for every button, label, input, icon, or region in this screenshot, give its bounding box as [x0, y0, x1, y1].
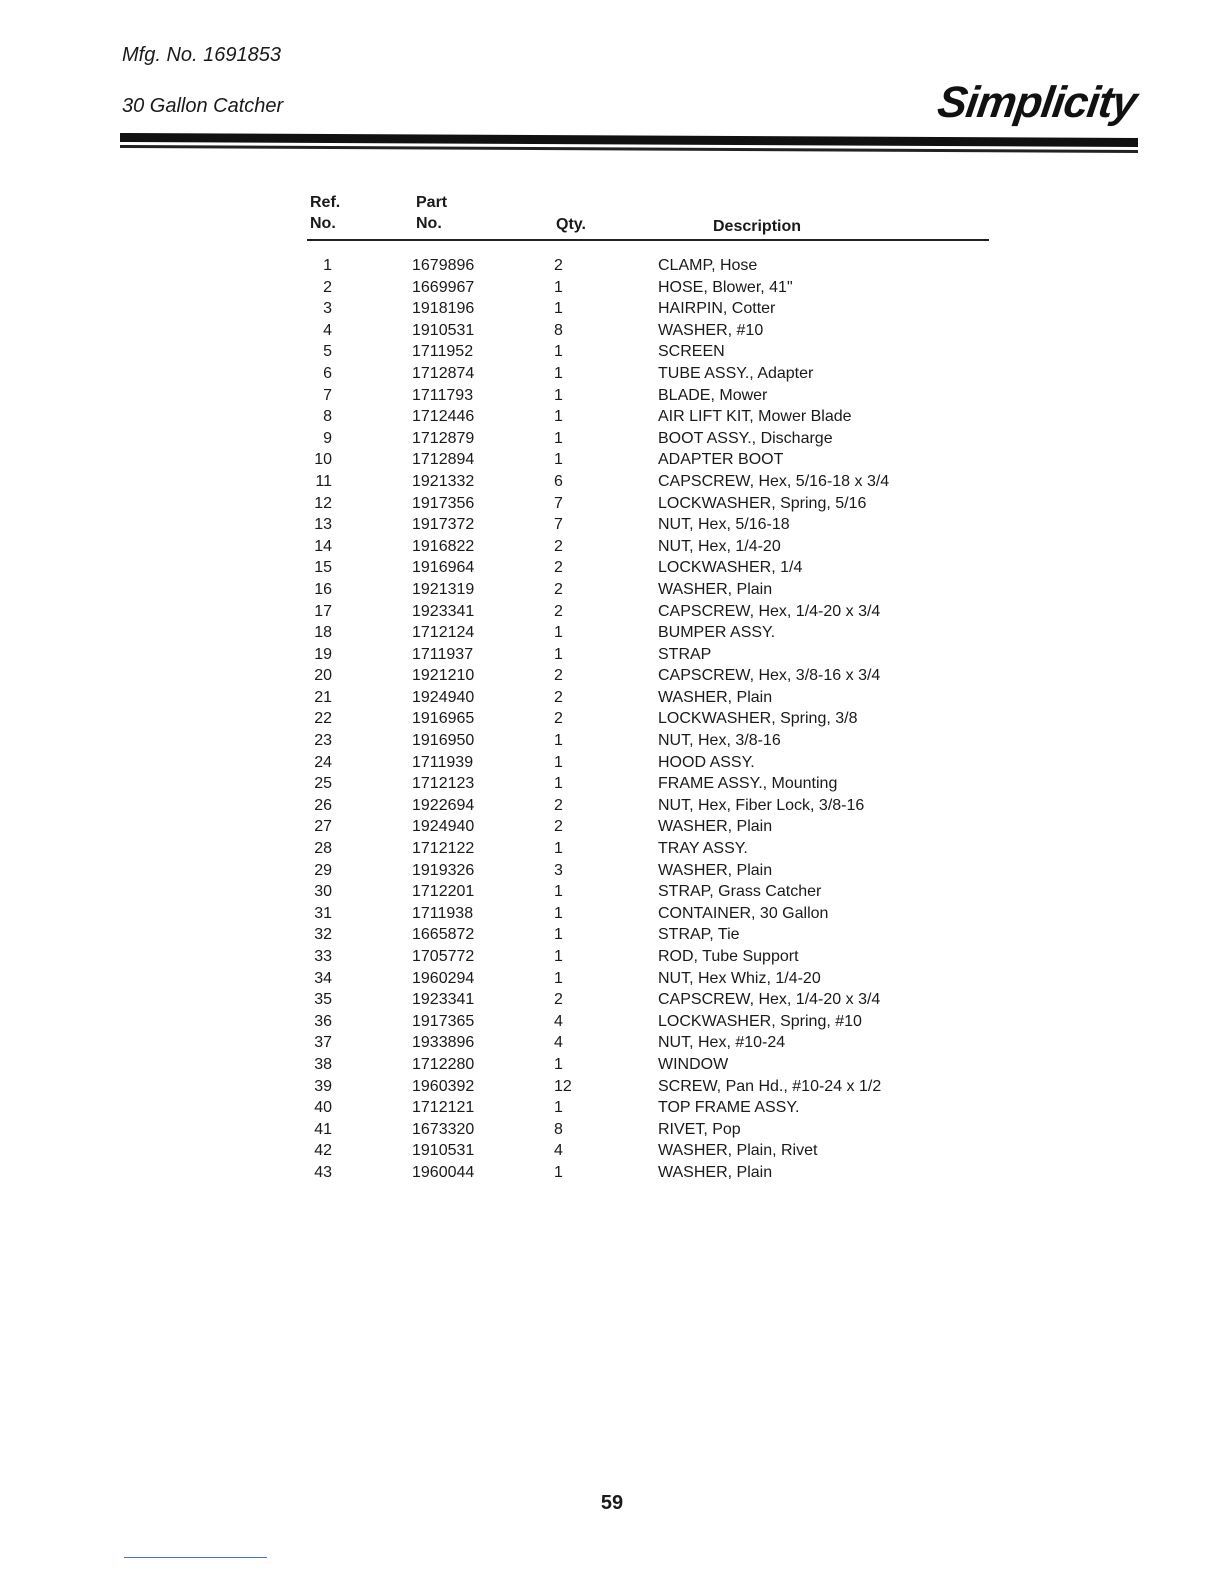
description-cell: WASHER, Plain, Rivet — [658, 1142, 818, 1160]
ref-cell: 19 — [314, 645, 332, 663]
qty-cell: 1 — [554, 732, 563, 750]
table-row — [0, 946, 1224, 968]
table-row — [0, 1054, 1224, 1076]
ref-cell: 29 — [314, 861, 332, 879]
description-cell: CONTAINER, 30 Gallon — [658, 904, 829, 922]
part-number-cell: 1910531 — [412, 1142, 475, 1160]
table-row — [0, 1119, 1224, 1141]
qty-cell: 8 — [554, 1120, 563, 1138]
part-number-cell: 1711952 — [412, 343, 474, 361]
ref-cell: 43 — [314, 1163, 332, 1181]
description-cell: ADAPTER BOOT — [658, 451, 784, 469]
ref-cell: 7 — [323, 386, 332, 404]
description-cell: HOSE, Blower, 41" — [658, 278, 793, 296]
qty-cell: 2 — [554, 537, 563, 555]
qty-cell: 2 — [554, 559, 563, 577]
qty-cell: 2 — [554, 796, 563, 814]
table-row — [0, 752, 1224, 774]
part-number-cell: 1960044 — [412, 1163, 475, 1181]
part-number-cell: 1922694 — [412, 796, 475, 814]
table-row — [0, 363, 1224, 385]
table-row — [0, 1162, 1224, 1184]
description-cell: LOCKWASHER, 1/4 — [658, 559, 803, 577]
ref-cell: 17 — [314, 602, 332, 620]
qty-cell: 6 — [554, 472, 563, 490]
footer-link-underline — [124, 1557, 267, 1558]
qty-cell: 1 — [554, 1055, 563, 1073]
qty-cell: 1 — [554, 753, 563, 771]
qty-cell: 1 — [554, 645, 563, 663]
ref-cell: 32 — [314, 926, 332, 944]
ref-cell: 3 — [323, 300, 332, 318]
part-number-cell: 1712122 — [412, 840, 475, 858]
description-cell: WASHER, Plain — [658, 688, 773, 706]
description-cell: WASHER, Plain — [658, 861, 773, 879]
qty-cell: 1 — [554, 386, 563, 404]
part-number-cell: 1665872 — [412, 926, 475, 944]
qty-cell: 2 — [554, 667, 563, 685]
column-header-part — [416, 192, 447, 234]
table-row — [0, 730, 1224, 752]
ref-cell: 34 — [314, 969, 332, 987]
description-cell: STRAP, Tie — [658, 926, 740, 944]
qty-cell: 7 — [554, 516, 563, 534]
ref-cell: 18 — [314, 624, 332, 642]
table-header-rule — [307, 239, 989, 241]
ref-cell: 26 — [314, 796, 332, 814]
ref-cell: 38 — [314, 1055, 332, 1073]
table-row — [0, 968, 1224, 990]
part-number-cell: 1910531 — [412, 321, 475, 339]
ref-cell: 10 — [314, 451, 332, 469]
description-cell: LOCKWASHER, Spring, 3/8 — [658, 710, 858, 728]
description-cell: LOCKWASHER, Spring, 5/16 — [658, 494, 867, 512]
column-header-description: Description — [713, 218, 802, 235]
part-number-cell: 1711939 — [412, 753, 474, 771]
qty-cell: 1 — [554, 300, 563, 318]
part-number-cell: 1917365 — [412, 1012, 475, 1030]
description-cell: CLAMP, Hose — [658, 257, 758, 274]
part-number-cell: 1705772 — [412, 948, 475, 965]
qty-cell: 4 — [554, 1142, 563, 1160]
description-cell: FRAME ASSY., Mounting — [658, 775, 838, 793]
part-number-cell: 1917356 — [412, 494, 475, 512]
qty-cell: 1 — [554, 840, 563, 858]
ref-cell: 39 — [314, 1077, 332, 1095]
part-number-cell: 1673320 — [412, 1120, 475, 1138]
ref-cell: 14 — [314, 537, 332, 555]
description-cell: CAPSCREW, Hex, 1/4-20 x 3/4 — [658, 602, 881, 620]
ref-cell: 23 — [314, 732, 332, 750]
table-row — [0, 795, 1224, 817]
qty-cell: 7 — [554, 494, 563, 512]
part-number-cell: 1960294 — [412, 969, 475, 987]
ref-cell: 8 — [323, 408, 332, 426]
ref-cell: 12 — [314, 494, 332, 512]
description-cell: NUT, Hex, #10-24 — [658, 1034, 786, 1052]
qty-cell: 1 — [554, 429, 563, 447]
qty-cell: 1 — [554, 1099, 563, 1117]
qty-cell: 2 — [554, 991, 563, 1009]
description-cell: TRAY ASSY. — [658, 840, 748, 858]
ref-cell: 5 — [323, 343, 332, 361]
description-cell: WINDOW — [658, 1055, 729, 1073]
part-number-cell: 1924940 — [412, 688, 475, 706]
table-row — [0, 838, 1224, 860]
ref-cell: 42 — [314, 1142, 332, 1160]
part-number-cell: 1712201 — [412, 883, 475, 901]
table-row — [0, 493, 1224, 515]
table-row — [0, 708, 1224, 730]
ref-cell: 40 — [314, 1099, 332, 1117]
qty-cell: 1 — [554, 904, 563, 922]
description-cell: WASHER, Plain — [658, 580, 773, 598]
table-row — [0, 557, 1224, 579]
description-cell: WASHER, Plain — [658, 818, 773, 836]
part-number-cell: 1918196 — [412, 300, 475, 318]
table-row — [0, 385, 1224, 407]
qty-cell: 1 — [554, 364, 563, 382]
ref-cell: 35 — [314, 991, 332, 1009]
table-row — [0, 1076, 1224, 1098]
ref-cell: 24 — [314, 753, 332, 771]
qty-cell: 2 — [554, 710, 563, 728]
qty-cell: 1 — [554, 948, 563, 965]
ref-cell: 1 — [323, 257, 332, 274]
description-cell: WASHER, #10 — [658, 321, 764, 339]
table-row — [0, 601, 1224, 623]
description-cell: LOCKWASHER, Spring, #10 — [658, 1012, 862, 1030]
part-number-cell: 1919326 — [412, 861, 475, 879]
part-number-cell: 1923341 — [412, 991, 475, 1009]
ref-cell: 9 — [323, 429, 332, 447]
part-number-cell: 1921332 — [412, 472, 475, 490]
ref-cell: 25 — [314, 775, 332, 793]
description-cell: NUT, Hex, Fiber Lock, 3/8-16 — [658, 796, 865, 814]
table-row — [0, 579, 1224, 601]
table-row — [0, 298, 1224, 320]
qty-cell: 2 — [554, 602, 563, 620]
qty-cell: 1 — [554, 408, 563, 426]
qty-cell: 1 — [554, 1163, 563, 1181]
part-number-cell: 1916964 — [412, 559, 475, 577]
table-row — [0, 514, 1224, 536]
ref-cell: 37 — [314, 1034, 332, 1052]
table-row — [0, 277, 1224, 299]
part-number-cell: 1916950 — [412, 732, 475, 750]
part-number-cell: 1916965 — [412, 710, 475, 728]
description-cell: TOP FRAME ASSY. — [658, 1099, 800, 1117]
ref-cell: 11 — [315, 472, 332, 490]
table-row — [0, 449, 1224, 471]
table-row — [0, 1140, 1224, 1162]
qty-cell: 1 — [554, 883, 563, 901]
part-number-cell: 1923341 — [412, 602, 475, 620]
column-header-part-line2: No. — [416, 215, 442, 232]
description-cell: WASHER, Plain — [658, 1163, 773, 1181]
column-header-part-line1: Part — [416, 194, 448, 211]
table-row — [0, 536, 1224, 558]
part-number-cell: 1711937 — [412, 645, 474, 663]
description-cell: NUT, Hex, 3/8-16 — [658, 732, 781, 750]
ref-cell: 27 — [314, 818, 332, 836]
table-row — [0, 924, 1224, 946]
table-row — [0, 1097, 1224, 1119]
ref-cell: 21 — [314, 688, 332, 706]
qty-cell: 4 — [554, 1034, 563, 1052]
ref-cell: 2 — [323, 278, 332, 296]
table-row — [0, 903, 1224, 925]
column-header-qty: Qty. — [556, 216, 586, 233]
table-row — [0, 773, 1224, 795]
part-number-cell: 1712894 — [412, 451, 475, 469]
ref-cell: 16 — [314, 580, 332, 598]
description-cell: NUT, Hex, 1/4-20 — [658, 537, 781, 555]
qty-cell: 1 — [554, 451, 563, 469]
table-row — [0, 1011, 1224, 1033]
qty-cell: 1 — [554, 969, 563, 987]
qty-cell: 2 — [554, 818, 563, 836]
parts-table-body — [0, 255, 1224, 1184]
qty-cell: 2 — [554, 580, 563, 598]
qty-cell: 1 — [554, 624, 563, 642]
document-subtitle: 30 Gallon Catcher — [122, 95, 284, 117]
ref-cell: 6 — [323, 364, 332, 382]
part-number-cell: 1960392 — [412, 1077, 475, 1095]
part-number-cell: 1712280 — [412, 1055, 475, 1073]
part-number-cell: 1712121 — [412, 1099, 475, 1117]
qty-cell: 4 — [554, 1012, 563, 1030]
table-row — [0, 1032, 1224, 1054]
mfg-number: Mfg. No. 1691853 — [122, 44, 281, 66]
qty-cell: 1 — [554, 343, 563, 361]
part-number-cell: 1917372 — [412, 516, 475, 534]
description-cell: RIVET, Pop — [658, 1120, 741, 1138]
qty-cell: 2 — [554, 688, 563, 706]
table-row — [0, 816, 1224, 838]
qty-cell: 1 — [554, 278, 563, 296]
description-cell: ROD, Tube Support — [658, 948, 799, 965]
description-cell: BOOT ASSY., Discharge — [658, 429, 833, 447]
part-number-cell: 1921210 — [412, 667, 475, 685]
table-row — [0, 687, 1224, 709]
part-number-cell: 1933896 — [412, 1034, 475, 1052]
ref-cell: 4 — [323, 321, 332, 339]
part-number-cell: 1712124 — [412, 624, 475, 642]
qty-cell: 8 — [554, 321, 563, 339]
table-row — [0, 881, 1224, 903]
part-number-cell: 1924940 — [412, 818, 475, 836]
description-cell: SCREEN — [658, 343, 725, 361]
ref-cell: 30 — [314, 883, 332, 901]
table-row — [0, 428, 1224, 450]
part-number-cell: 1712879 — [412, 429, 475, 447]
table-row — [0, 255, 1224, 277]
ref-cell: 36 — [314, 1012, 332, 1030]
description-cell: BLADE, Mower — [658, 386, 768, 404]
ref-cell: 28 — [314, 840, 332, 858]
table-row — [0, 989, 1224, 1011]
table-row — [0, 644, 1224, 666]
description-cell: HOOD ASSY. — [658, 753, 755, 771]
description-cell: STRAP — [658, 645, 712, 663]
ref-cell: 31 — [314, 904, 332, 922]
qty-cell: 1 — [554, 775, 563, 793]
table-row — [0, 665, 1224, 687]
table-row — [0, 622, 1224, 644]
description-cell: STRAP, Grass Catcher — [658, 883, 822, 901]
qty-cell: 2 — [554, 257, 563, 274]
description-cell: AIR LIFT KIT, Mower Blade — [658, 408, 852, 426]
column-header-ref-line2: No. — [310, 215, 336, 232]
part-number-cell: 1669967 — [412, 278, 475, 296]
table-row — [0, 341, 1224, 363]
description-cell: SCREW, Pan Hd., #10-24 x 1/2 — [658, 1077, 882, 1095]
ref-cell: 33 — [314, 948, 332, 965]
table-row — [0, 406, 1224, 428]
ref-cell: 15 — [314, 559, 332, 577]
ref-cell: 22 — [314, 710, 332, 728]
ref-cell: 13 — [314, 516, 332, 534]
description-cell: CAPSCREW, Hex, 3/8-16 x 3/4 — [658, 667, 881, 685]
description-cell: NUT, Hex Whiz, 1/4-20 — [658, 969, 821, 987]
part-number-cell: 1916822 — [412, 537, 475, 555]
column-header-ref — [310, 192, 340, 234]
qty-cell: 3 — [554, 861, 563, 879]
table-row — [0, 320, 1224, 342]
page-number: 59 — [600, 1492, 624, 1514]
part-number-cell: 1712123 — [412, 775, 475, 793]
part-number-cell: 1679896 — [412, 257, 475, 274]
description-cell: HAIRPIN, Cotter — [658, 300, 776, 318]
table-row — [0, 471, 1224, 493]
description-cell: CAPSCREW, Hex, 1/4-20 x 3/4 — [658, 991, 881, 1009]
description-cell: TUBE ASSY., Adapter — [658, 364, 814, 382]
brand-logo: Simplicity — [934, 78, 1140, 127]
part-number-cell: 1921319 — [412, 580, 475, 598]
table-row — [0, 860, 1224, 882]
description-cell: BUMPER ASSY. — [658, 624, 776, 642]
part-number-cell: 1711793 — [412, 386, 474, 404]
qty-cell: 12 — [554, 1077, 572, 1095]
part-number-cell: 1711938 — [412, 904, 474, 922]
ref-cell: 20 — [314, 667, 332, 685]
column-header-ref-line1: Ref. — [310, 194, 341, 211]
part-number-cell: 1712446 — [412, 408, 475, 426]
description-cell: NUT, Hex, 5/16-18 — [658, 516, 790, 534]
part-number-cell: 1712874 — [412, 364, 475, 382]
description-cell: CAPSCREW, Hex, 5/16-18 x 3/4 — [658, 472, 890, 490]
ref-cell: 41 — [314, 1120, 332, 1138]
qty-cell: 1 — [554, 926, 563, 944]
